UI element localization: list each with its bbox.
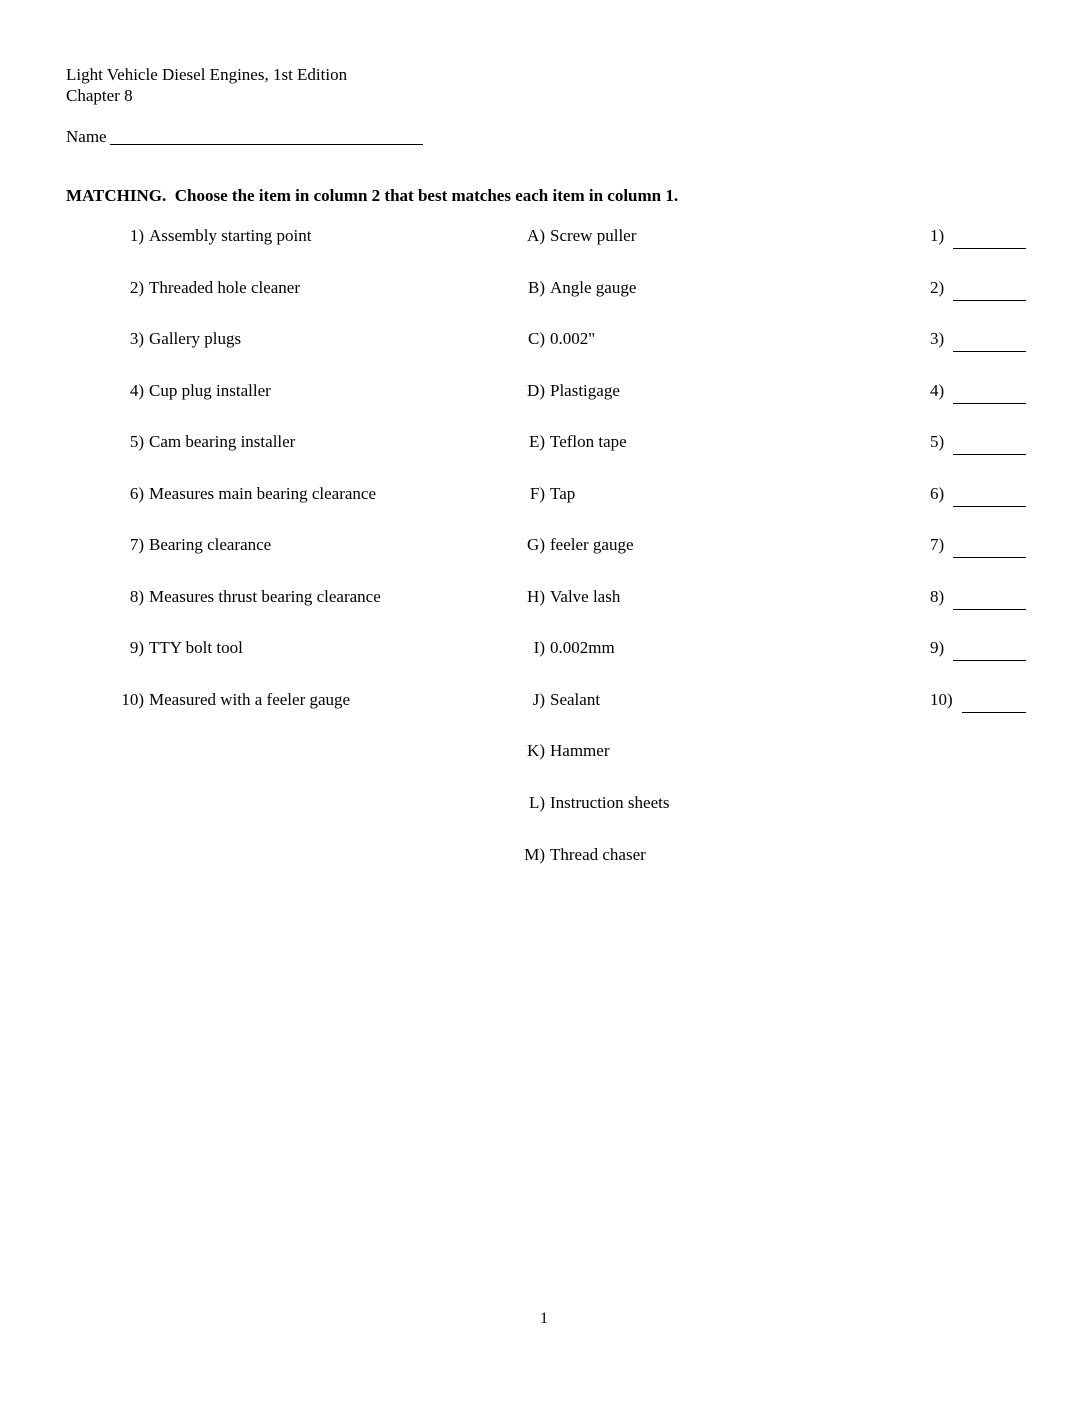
col2-text: Tap <box>550 483 576 503</box>
matching-row <box>0 634 1088 686</box>
col1-text: Assembly starting point <box>149 226 312 245</box>
answer-blank-line <box>962 694 1026 713</box>
page-number: 1 <box>540 1310 548 1327</box>
col1-number: 10) <box>121 689 144 709</box>
col1-text: Measured with a feeler gauge <box>149 689 351 709</box>
matching-row <box>0 789 1088 841</box>
matching-row <box>0 222 1088 274</box>
col2-letter: K) <box>527 741 545 761</box>
col2-letter: H) <box>527 586 545 606</box>
col1-number: 7) <box>129 535 144 555</box>
col1-text: Bearing clearance <box>149 535 272 555</box>
col1-text: Cam bearing installer <box>149 432 296 452</box>
page-header <box>66 64 347 106</box>
matching-row <box>0 841 1088 893</box>
answer-blank-line <box>953 436 1026 455</box>
matching-row <box>0 325 1088 377</box>
col2-letter: D) <box>527 380 545 400</box>
answer-blank-line <box>953 230 1026 249</box>
col2-text: Angle gauge <box>550 277 637 297</box>
matching-row <box>0 737 1088 789</box>
col2-letter: M) <box>524 844 545 864</box>
col2-letter: L) <box>528 793 545 813</box>
matching-table <box>0 222 1088 892</box>
name-label: Name <box>66 127 107 146</box>
col2-text: 0.002mm <box>550 638 615 658</box>
col1-number: 6) <box>129 483 144 503</box>
matching-row <box>0 480 1088 532</box>
col2-letter: G) <box>527 535 545 555</box>
col2-text: Teflon tape <box>550 432 627 452</box>
col2-letter: A) <box>527 226 545 245</box>
col2-text: feeler gauge <box>550 535 634 555</box>
answer-number: 10) <box>930 689 953 709</box>
answer-number: 8) <box>930 586 945 606</box>
answer-number: 2) <box>930 277 945 297</box>
matching-row <box>0 531 1088 583</box>
answer-blank-line <box>953 333 1026 352</box>
col1-number: 5) <box>129 432 144 452</box>
matching-instructions: MATCHING. Choose the item in column 2 that best matches each item in column 1. <box>66 186 679 205</box>
course-title: Light Vehicle Diesel Engines, 1st Edition <box>66 65 348 84</box>
matching-row <box>0 377 1088 429</box>
chapter-label: Chapter 8 <box>66 86 133 105</box>
col2-text: Plastigage <box>550 380 620 400</box>
col2-text: Instruction sheets <box>550 793 670 813</box>
col2-text: 0.002" <box>550 329 596 349</box>
col1-text: TTY bolt tool <box>149 638 243 658</box>
answer-number: 5) <box>930 432 945 452</box>
col1-number: 9) <box>129 638 144 658</box>
col2-letter: C) <box>528 329 545 349</box>
col2-text: Screw puller <box>550 226 637 245</box>
answer-number: 4) <box>930 380 945 400</box>
col1-number: 2) <box>129 277 144 297</box>
matching-row <box>0 583 1088 635</box>
answer-blank-line <box>953 591 1026 610</box>
col1-number: 4) <box>129 380 144 400</box>
answer-blank-line <box>953 488 1026 507</box>
col2-letter: B) <box>528 277 545 297</box>
col1-text: Measures thrust bearing clearance <box>149 586 381 606</box>
col1-text: Threaded hole cleaner <box>149 277 301 297</box>
matching-row <box>0 428 1088 480</box>
col1-number: 1) <box>129 226 144 245</box>
answer-number: 9) <box>930 638 945 658</box>
name-row <box>66 124 423 147</box>
answer-blank-line <box>953 539 1026 558</box>
answer-blank-line <box>953 643 1026 662</box>
answer-number: 7) <box>930 535 945 555</box>
col1-number: 3) <box>129 329 144 349</box>
col2-text: Thread chaser <box>550 844 646 864</box>
col1-text: Cup plug installer <box>149 380 271 400</box>
answer-blank-line <box>953 385 1026 404</box>
name-blank-line <box>110 127 423 145</box>
col2-text: Hammer <box>550 741 610 761</box>
col2-text: Valve lash <box>550 586 621 606</box>
col2-letter: I) <box>533 638 545 658</box>
col1-text: Measures main bearing clearance <box>149 483 377 503</box>
matching-row <box>0 686 1088 738</box>
col1-text: Gallery plugs <box>149 329 242 349</box>
col2-letter: J) <box>532 689 545 709</box>
col1-number: 8) <box>129 586 144 606</box>
col2-letter: E) <box>528 432 545 452</box>
answer-number: 6) <box>930 483 945 503</box>
col2-text: Sealant <box>550 689 601 709</box>
answer-number: 3) <box>930 329 945 349</box>
answer-blank-line <box>953 282 1026 301</box>
answer-number: 1) <box>930 226 945 245</box>
matching-row <box>0 274 1088 326</box>
col2-letter: F) <box>529 483 545 503</box>
